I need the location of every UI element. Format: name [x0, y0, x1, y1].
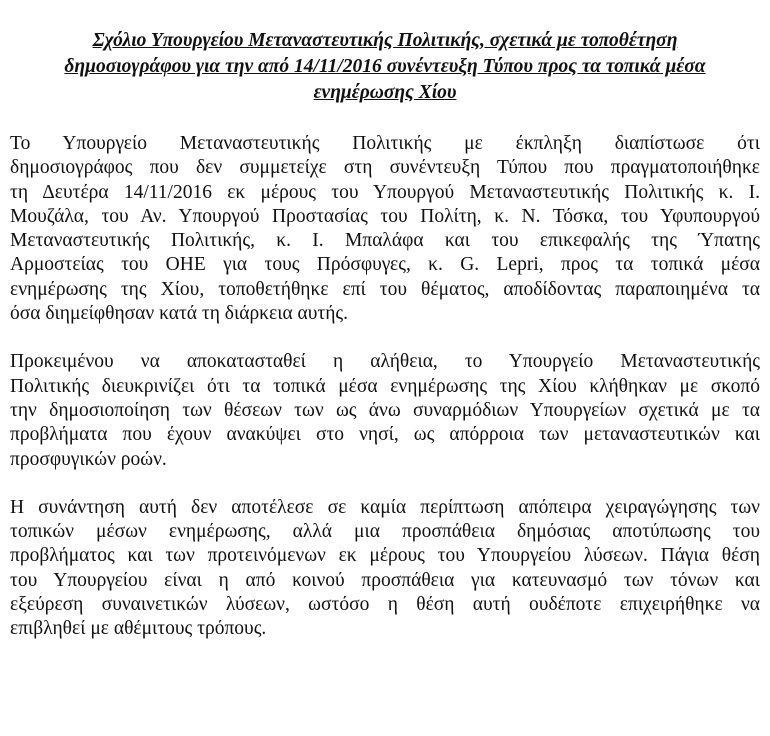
title-line-3: ενημέρωσης Χίου	[313, 82, 457, 103]
paragraph-line: Πολιτικής διευκρινίζει ότι τα τοπικά μέσα ενημέρωσης της Χίου κλήθηκαν με σκοπό	[10, 375, 760, 397]
paragraph-line: Αρμοστείας του ΟΗΕ για τους Πρόσφυγες, κ. G. Lepri, προς τα τοπικά μέσα	[10, 254, 760, 276]
paragraph-line: προβλήματα που έχουν ανακύψει στο νησί, ως απόρροια των μεταναστευτικών και	[10, 424, 760, 446]
paragraph-line: ενημέρωσης της Χίου, τοποθετήθηκε επί του θέματος, αποδίδοντας παραποιημένα τα	[10, 278, 760, 300]
paragraph-3	[10, 496, 760, 642]
paragraph-line: Το Υπουργείο Μεταναστευτικής Πολιτικής με έκπληξη διαπίστωσε ότι	[10, 133, 760, 154]
paragraph-line: Μουζάλα, του Αν. Υπουργού Προστασίας του Πολίτη, κ. Ν. Τόσκα, του Υφυπουργού	[10, 205, 760, 227]
document-title	[10, 28, 760, 106]
paragraph-line: δημοσιογράφος που δεν συμμετείχε στη συνέντευξη Τύπου που πραγματοποιήθηκε	[10, 157, 760, 179]
paragraph-line: προσφυγικών ροών.	[10, 448, 167, 470]
title-line-2: δημοσιογράφου για την από 14/11/2016 συνέντευξη Τύπου προς τα τοπικά μέσα	[64, 56, 706, 77]
paragraph-line: επιβληθεί με αθέμιτους τρόπους.	[10, 618, 267, 640]
paragraph-line: προβλήματος και των προτεινόμενων εκ μέρους του Υπουργείου λύσεων. Πάγια θέση	[10, 545, 760, 567]
paragraph-line: την δημοσιοποίηση των θέσεων των ως άνω συναρμόδιων Υπουργείων σχετικά με τα	[10, 399, 760, 421]
paragraph-2	[10, 350, 760, 471]
paragraph-line: τοπικών μέσων ενημέρωσης, αλλά μια προσπάθεια δημόσιας αποτύπωσης του	[10, 521, 760, 543]
paragraph-line: Η συνάντηση αυτή δεν αποτέλεσε σε καμία περίπτωση απόπειρα χειραγώγησης των	[10, 496, 760, 518]
paragraph-1	[10, 132, 760, 326]
paragraph-line: εξεύρεση συναινετικών λύσεων, ωστόσο η θέση αυτή ουδέποτε επιχειρήθηκε να	[10, 594, 760, 616]
paragraph-line: Προκειμένου να αποκατασταθεί η αλήθεια, το Υπουργείο Μεταναστευτικής	[10, 351, 760, 373]
title-line-1: Σχόλιο Υπουργείου Μεταναστευτικής Πολιτικής, σχετικά με τοποθέτηση	[92, 30, 678, 51]
paragraph-line: του Υπουργείου είναι η από κοινού προσπάθεια για κατευνασμό των τόνων και	[10, 569, 760, 591]
paragraph-line: τη Δευτέρα 14/11/2016 εκ μέρους του Υπουργού Μεταναστευτικής Πολιτικής κ. Ι.	[10, 181, 760, 203]
paragraph-line: όσα διημείφθησαν κατά τη διάρκεια αυτής.	[10, 303, 349, 325]
paragraph-line: Μεταναστευτικής Πολιτικής, κ. Ι. Μπαλάφα και του επικεφαλής της Ύπατης	[10, 230, 760, 252]
